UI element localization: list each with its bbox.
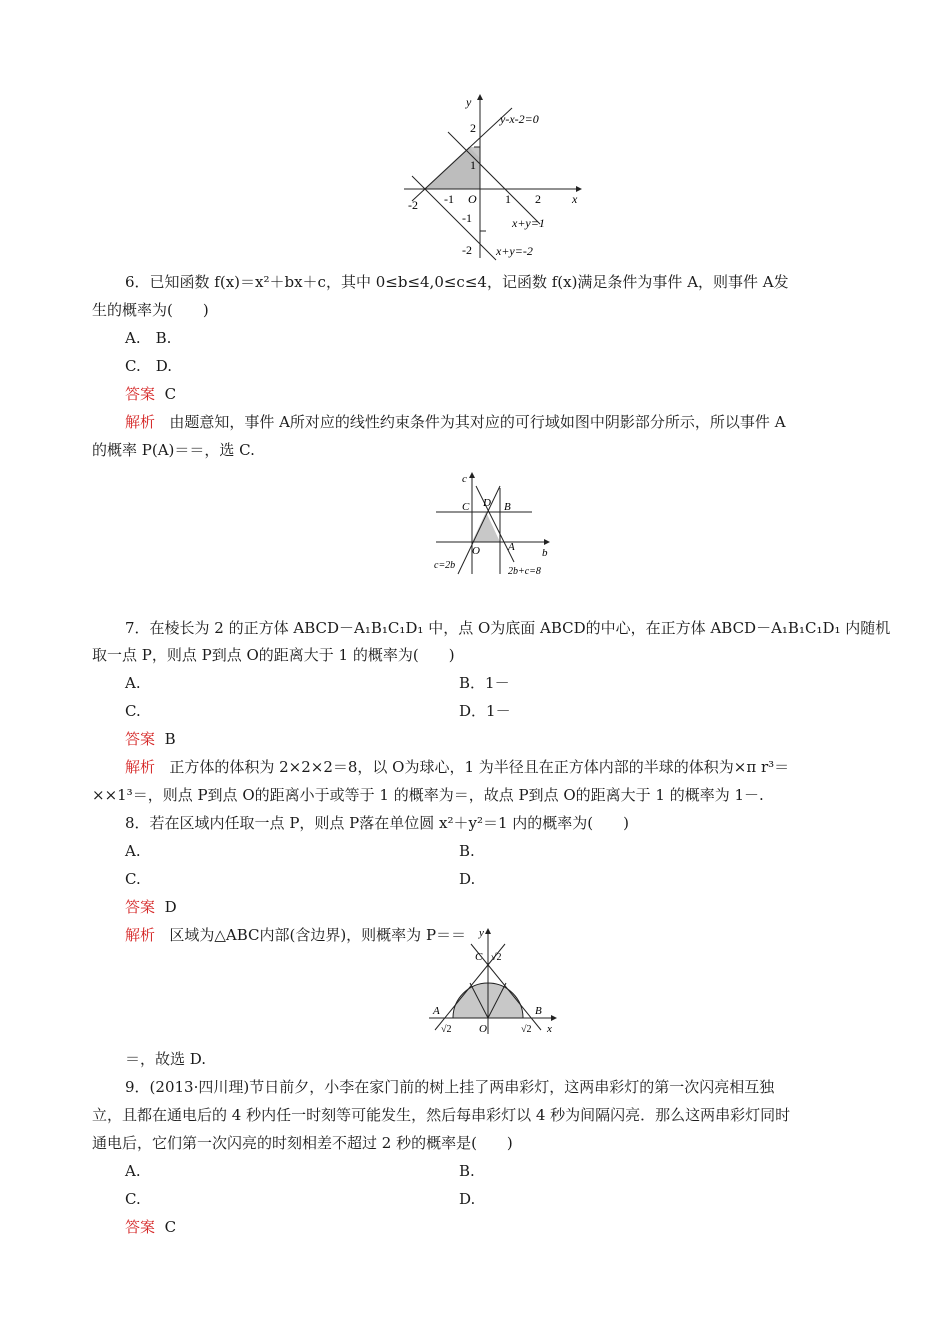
point-a-label: A <box>508 541 515 553</box>
tick-x-1: 1 <box>505 192 511 206</box>
q8-option-c: C. <box>125 870 141 888</box>
c-axis-label: c <box>462 473 467 485</box>
x-axis-label: x <box>547 1023 552 1035</box>
q8-option-b: B. <box>459 842 475 860</box>
point-b-label: B <box>535 1005 542 1017</box>
q9-option-b: B. <box>459 1162 475 1180</box>
q9-stem-line2: 立，且都在通电后的 4 秒内任一时刻等可能发生，然后每串彩灯以 4 秒为间隔闪亮．那么这两串彩灯同时 <box>92 1106 791 1124</box>
q7-option-a: A. <box>125 674 141 692</box>
answer-label: 答案 <box>125 385 156 403</box>
tick-y-2: 2 <box>470 121 476 135</box>
origin-label: O <box>479 1023 487 1035</box>
answer-value: C <box>164 385 177 403</box>
origin-label: O <box>472 545 480 557</box>
x-axis-label: x <box>572 192 578 206</box>
analysis-text: 正方体的体积为 2×2×2＝8，以 O为球心，1 为半径且在正方体内部的半球的体积为×π r³＝ <box>169 758 790 776</box>
point-c-label: C <box>475 951 483 963</box>
q7-option-c: C. <box>125 702 141 720</box>
analysis-label: 解析 <box>125 758 156 776</box>
point-d-label: D <box>483 497 491 509</box>
label-line-2: x+y=1 <box>512 216 545 230</box>
tick-x-neg1: -1 <box>444 192 454 206</box>
origin-label: O <box>468 192 477 206</box>
point-a-label: A <box>433 1005 440 1017</box>
figure-triangle-abc <box>425 926 560 1038</box>
q7-stem-line2: 取一点 P，则点 P到点 O的距离大于 1 的概率为( ) <box>92 646 455 664</box>
label-c-2b: c=2b <box>434 560 456 571</box>
sqrt2-left: √2 <box>441 1024 452 1035</box>
answer-label: 答案 <box>125 1218 156 1236</box>
analysis-text: 由题意知，事件 A所对应的线性约束条件为其对应的可行域如图中阴影部分所示，所以事件 A <box>169 413 786 431</box>
answer-value: B <box>164 730 176 748</box>
tick-y-neg1: -1 <box>462 211 472 225</box>
q9-stem-line3: 通电后，它们第一次闪亮的时刻相差不超过 2 秒的概率是( ) <box>92 1134 513 1152</box>
analysis-text: 区域为△ABC内部(含边界)，则概率为 P＝＝ <box>169 926 467 944</box>
point-b-label: B <box>504 501 511 513</box>
q7-analysis-line2: ××1³＝，则点 P到点 O的距离小于或等于 1 的概率为＝，故点 P到点 O的距离大于 1 的概率为 1－. <box>92 786 764 804</box>
y-axis-label: y <box>466 95 472 109</box>
y-axis-label: y <box>479 927 484 939</box>
q8-option-a: A. <box>125 842 141 860</box>
q6-answer <box>125 384 176 404</box>
q7-answer <box>125 729 176 749</box>
figure-region-1 <box>400 92 590 262</box>
q6-stem-line1: 6．已知函数 f(x)＝x²＋bx＋c，其中 0≤b≤4,0≤c≤4，记函数 f(x)满足条件为事件 A，则事件 A发 <box>125 273 789 291</box>
q7-option-b: B．1－ <box>459 674 510 692</box>
analysis-label: 解析 <box>125 413 156 431</box>
q9-option-d: D. <box>459 1190 476 1208</box>
tick-y-neg2: -2 <box>462 243 472 257</box>
answer-value: D <box>164 898 177 916</box>
label-line-1: y-x-2=0 <box>500 112 539 126</box>
label-line-3: x+y=-2 <box>496 244 533 258</box>
tick-x-2: 2 <box>535 192 541 206</box>
answer-value: C <box>164 1218 177 1236</box>
shaded-triangle <box>472 512 500 542</box>
answer-label: 答案 <box>125 898 156 916</box>
q8-answer <box>125 897 177 917</box>
q8-stem-line1: 8．若在区域内任取一点 P，则点 P落在单位圆 x²＋y²＝1 内的概率为( ) <box>125 814 630 832</box>
q8-analysis-line1 <box>125 925 466 945</box>
sqrt2-top: √2 <box>491 952 502 963</box>
q9-stem-line1: 9．(2013·四川理)节日前夕，小李在家门前的树上挂了两串彩灯，这两串彩灯的第一次闪亮相互独 <box>125 1078 775 1096</box>
q6-stem-line2: 生的概率为( ) <box>92 301 209 319</box>
label-2b-c-8: 2b+c=8 <box>508 566 541 577</box>
q7-stem-line1: 7．在棱长为 2 的正方体 ABCD－A₁B₁C₁D₁ 中，点 O为底面 ABCD的中心，在正方体 ABCD－A₁B₁C₁D₁ 内随机 <box>125 619 891 637</box>
b-axis-label: b <box>542 547 548 559</box>
q8-option-d: D. <box>459 870 476 888</box>
point-c-label: C <box>462 501 470 513</box>
q6-analysis-line1 <box>125 412 786 432</box>
q9-option-c: C. <box>125 1190 141 1208</box>
analysis-label: 解析 <box>125 926 156 944</box>
answer-label: 答案 <box>125 730 156 748</box>
q8-analysis-continued: ＝，故选 D. <box>125 1050 207 1068</box>
q9-option-a: A. <box>125 1162 141 1180</box>
sqrt2-right: √2 <box>521 1024 532 1035</box>
q6-analysis-line2: 的概率 P(A)＝＝，选 C. <box>92 441 255 459</box>
figure-region-2 <box>428 470 558 580</box>
q6-options-ab: A. B. <box>125 329 172 347</box>
q7-option-d: D．1－ <box>459 702 511 720</box>
q6-options-cd: C. D. <box>125 357 172 375</box>
tick-y-1: 1 <box>470 158 476 172</box>
tick-x-neg2: -2 <box>408 198 418 212</box>
q9-answer <box>125 1217 176 1237</box>
q7-analysis-line1 <box>125 757 789 777</box>
